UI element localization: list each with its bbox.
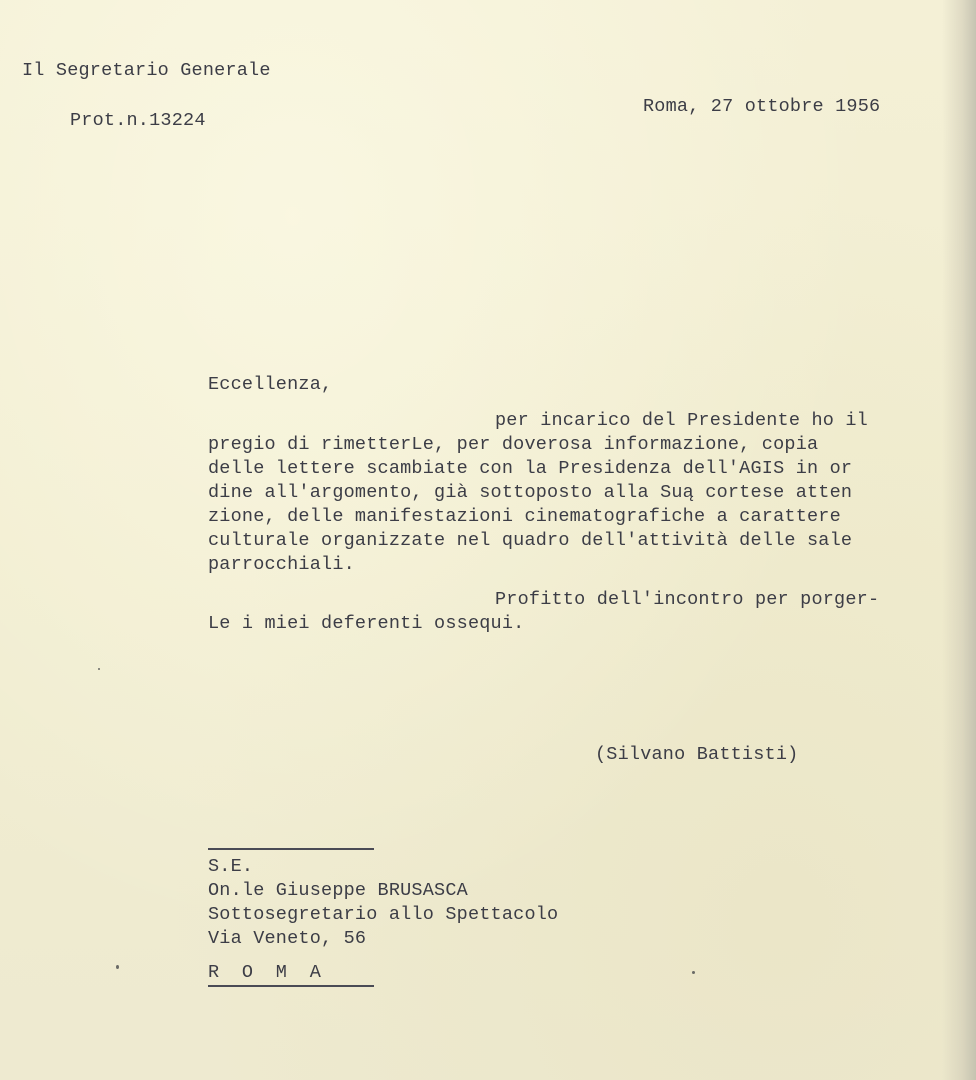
paragraph1-line: per incarico del Presidente ho il	[495, 410, 868, 431]
paper-speck	[692, 971, 695, 974]
recipient-role: Sottosegretario allo Spettacolo	[208, 904, 559, 925]
paragraph1-line: culturale organizzate nel quadro dell'attività delle sale	[208, 530, 853, 551]
signature: (Silvano Battisti)	[595, 744, 799, 765]
paper-speck	[98, 668, 100, 670]
recipient-name: On.le Giuseppe BRUSASCA	[208, 880, 468, 901]
recipient-city: R O M A	[208, 962, 322, 983]
paragraph1-line: delle lettere scambiate con la Presidenza dell'AGIS in or	[208, 458, 853, 479]
salutation: Eccellenza,	[208, 374, 333, 395]
protocol-number: Prot.n.13224	[70, 110, 206, 131]
paragraph1-line: zione, delle manifestazioni cinematografiche a carattere	[208, 506, 841, 527]
sender-office: Il Segretario Generale	[22, 60, 271, 81]
recipient-street: Via Veneto, 56	[208, 928, 367, 949]
paragraph1-line: parrocchiali.	[208, 554, 355, 575]
city-underline	[208, 985, 374, 987]
paper-speck	[116, 965, 119, 969]
recipient-title: S.E.	[208, 856, 254, 877]
paragraph1-line: dine all'argomento, già sottoposto alla Suą cortese atten	[208, 482, 853, 503]
place-date: Roma, 27 ottobre 1956	[643, 96, 881, 117]
paragraph2-line: Le i miei deferenti ossequi.	[208, 613, 525, 634]
paragraph1-line: pregio di rimetterLe, per doverosa informazione, copia	[208, 434, 819, 455]
paper-edge-shadow	[942, 0, 976, 1080]
paragraph2-line: Profitto dell'incontro per porger-	[495, 589, 880, 610]
recipient-rule	[208, 848, 374, 850]
